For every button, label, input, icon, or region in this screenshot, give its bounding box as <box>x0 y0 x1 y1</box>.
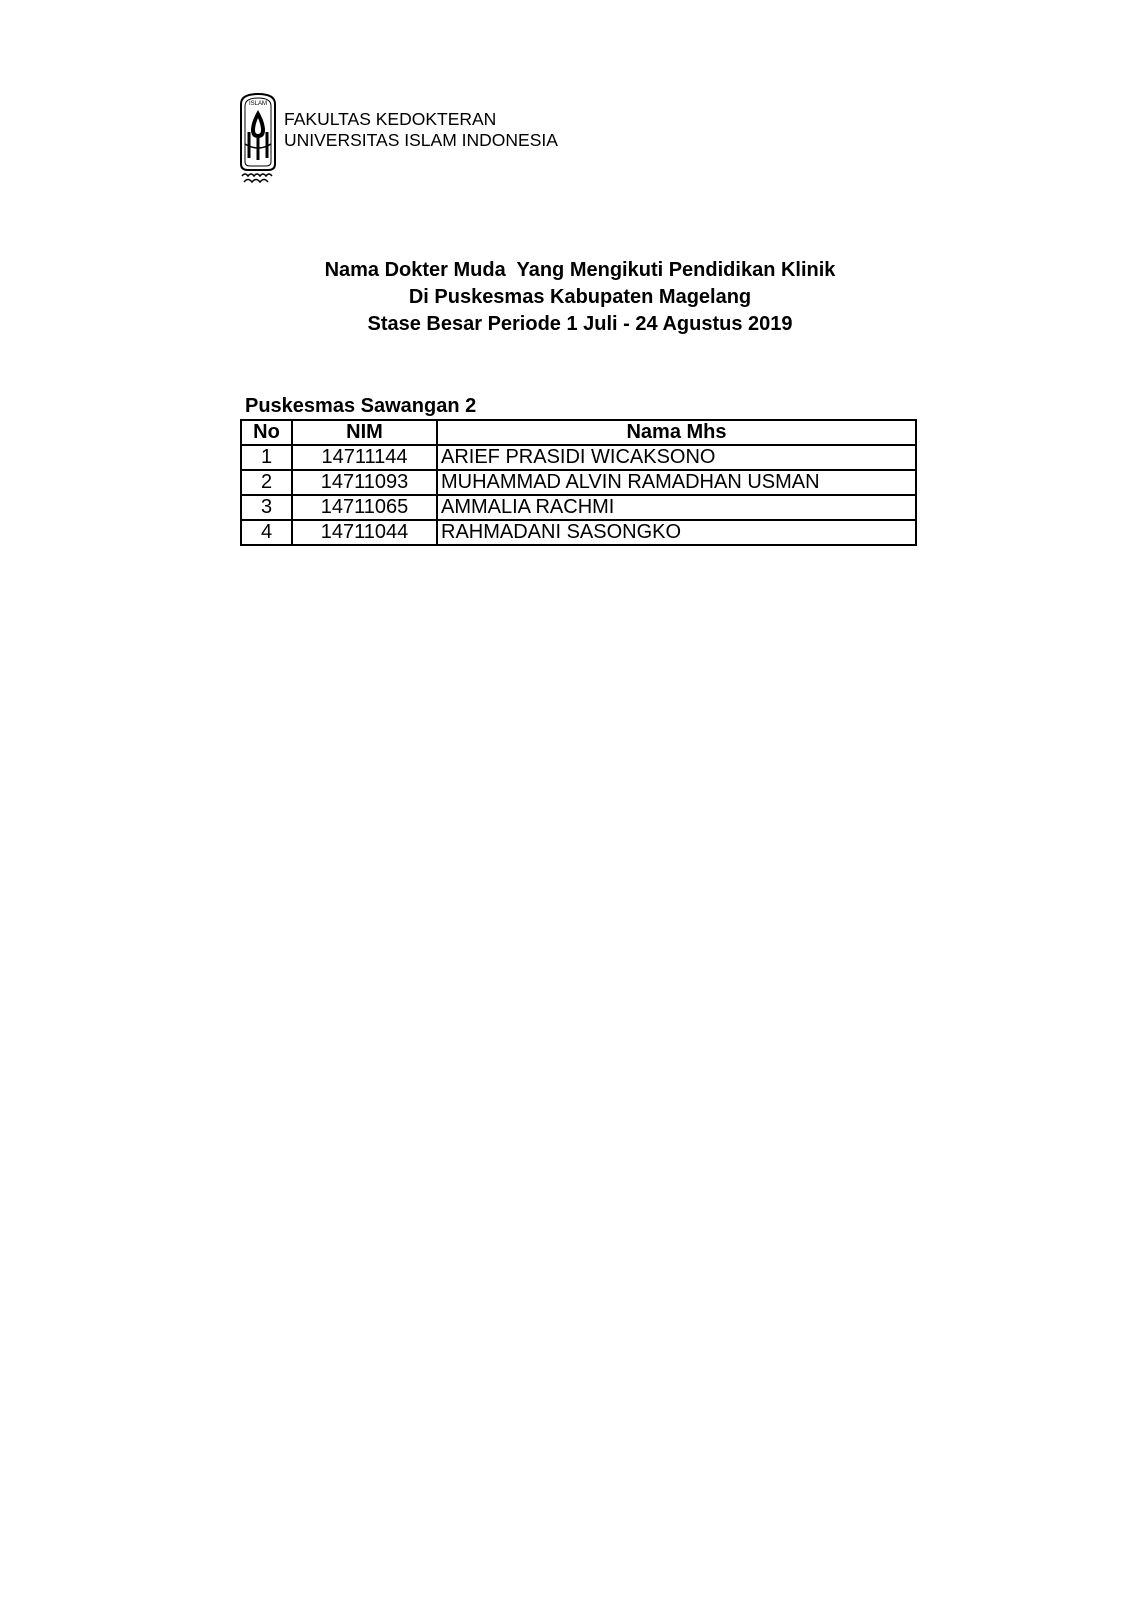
table-row <box>241 445 916 470</box>
puskesmas-label: Puskesmas Sawangan 2 <box>245 395 477 417</box>
table-row <box>241 470 916 495</box>
title-line-2: Di Puskesmas Kabupaten Magelang <box>408 286 752 308</box>
cell-no: 3 <box>241 495 292 520</box>
title-line-3: Stase Besar Periode 1 Juli - 24 Agustus 2019 <box>367 313 793 335</box>
document-title <box>0 257 1131 338</box>
university-logo <box>238 92 278 188</box>
cell-no: 2 <box>241 470 292 495</box>
cell-name: ARIEF PRASIDI WICAKSONO <box>437 445 916 470</box>
cell-nim: 14711144 <box>292 445 437 470</box>
university-name: UNIVERSITAS ISLAM INDONESIA <box>284 130 558 150</box>
cell-nim: 14711065 <box>292 495 437 520</box>
logo-text: ISLAM <box>248 101 268 107</box>
table-header-row <box>241 420 916 445</box>
cell-no: 4 <box>241 520 292 545</box>
header-no: No <box>241 420 292 445</box>
cell-name: RAHMADANI SASONGKO <box>437 520 916 545</box>
cell-nim: 14711044 <box>292 520 437 545</box>
cell-name: AMMALIA RACHMI <box>437 495 916 520</box>
cell-nim: 14711093 <box>292 470 437 495</box>
title-line-1: Nama Dokter Muda Yang Mengikuti Pendidikan Klinik <box>324 259 836 281</box>
cell-name: MUHAMMAD ALVIN RAMADHAN USMAN <box>437 470 916 495</box>
table-row <box>241 495 916 520</box>
table-row <box>241 520 916 545</box>
cell-no: 1 <box>241 445 292 470</box>
institution-header <box>284 109 558 151</box>
header-nim: NIM <box>292 420 437 445</box>
header-name: Nama Mhs <box>437 420 916 445</box>
faculty-name: FAKULTAS KEDOKTERAN <box>284 109 497 129</box>
students-table <box>240 419 917 546</box>
